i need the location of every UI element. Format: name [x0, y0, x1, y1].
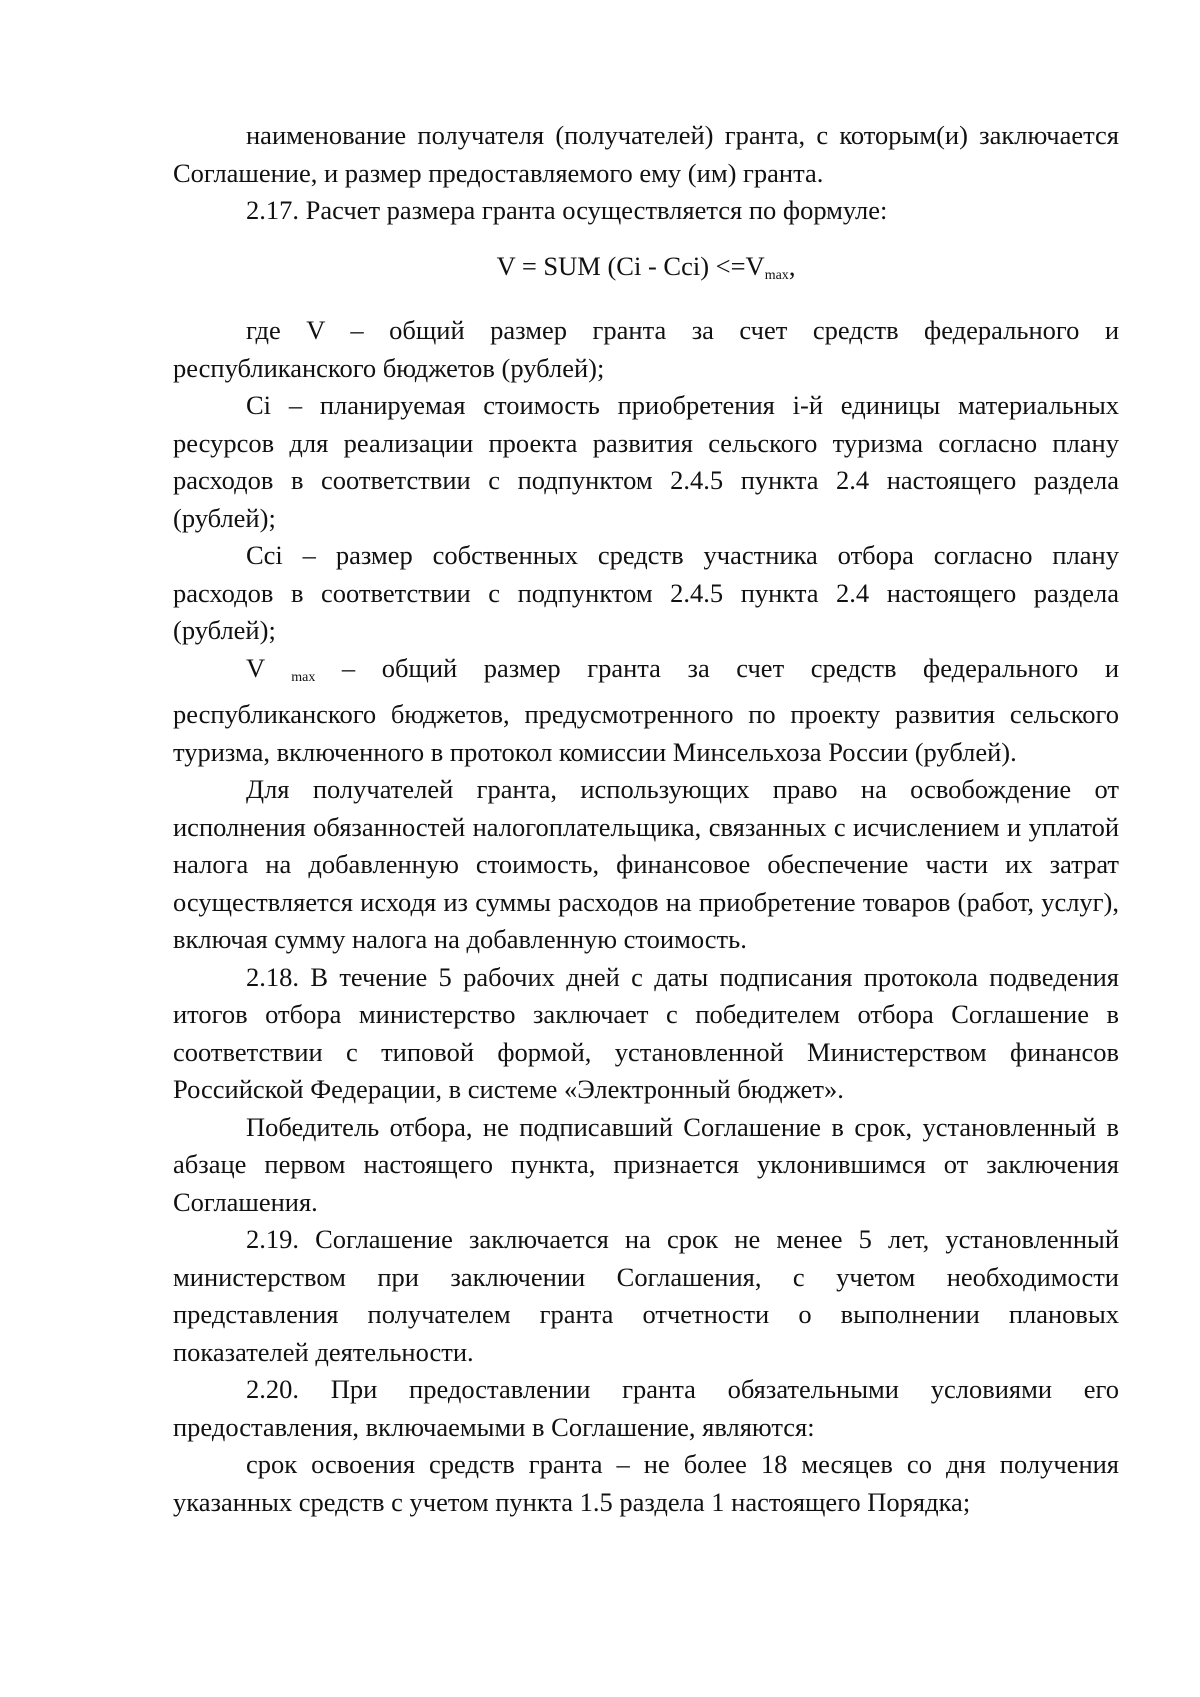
paragraph-2-18 [173, 959, 1119, 1109]
clause-number-2-18: 2.18. [246, 961, 299, 992]
paragraph-2-17: 2.17. Расчет размера гранта осуществляется по формуле: [246, 195, 888, 225]
vmax-subscript: max [291, 669, 316, 685]
paragraph-recipient-name: наименование получателя (получателей) гранта, с которым(и) заключается Соглашение, и размер предоставляемого ему (им) гранта. [173, 120, 1119, 188]
paragraph-definition-v: где V – общий размер гранта за счет средств федерального и республиканского бюджетов (рублей); [173, 315, 1119, 383]
paragraph-definition-cci: Cci – размер собственных средств участника отбора согласно плану расходов в соответствии с подпунктом 2.4.5 пункта 2.4 настоящего раздела (рублей); [173, 540, 1119, 645]
clause-number-2-20: 2.20. [246, 1374, 299, 1404]
vmax-symbol: V [246, 652, 265, 683]
formula-subscript: max [764, 267, 789, 283]
vmax-text: – общий размер гранта за счет средств федерального и республиканского бюджетов, предусмотренного по проекту развития сельского туризма, включенного в протокол комиссии Минсельхоза России (рублей). [173, 652, 1120, 767]
paragraph-definition-vmax [173, 650, 1119, 772]
clause-text-2-18: В течение 5 рабочих дней с даты подписания протокола подведения итогов отбора министерство заключает с победителем отбора Соглашение в соответствии с типовой формой, установленной Министерством финансов Российской Федерации, в системе «Электронный бюджет». [173, 961, 1120, 1104]
paragraph-grant-term: срок освоения средств гранта – не более 18 месяцев со дня получения указанных средств с учетом пункта 1.5 раздела 1 настоящего Порядка; [173, 1449, 1119, 1517]
clause-text-2-19: Соглашение заключается на срок не менее 5 лет, установленный министерством при заключении Соглашения, с учетом необходимости представления получателем гранта отчетности о выполнении плановых показателей деятельности. [173, 1224, 1119, 1367]
paragraph-2-20 [173, 1371, 1119, 1446]
paragraph-definition-ci: Ci – планируемая стоимость приобретения i-й единицы материальных ресурсов для реализации проекта развития сельского туризма согласно плану расходов в соответствии с подпунктом 2.4.5 пункта 2.4 настоящего раздела (рублей); [173, 390, 1119, 533]
paragraph-vat-exemption: Для получателей гранта, использующих право на освобождение от исполнения обязанностей налогоплательщика, связанных с исчислением и уплатой налога на добавленную стоимость, финансовое обеспечение части их затрат осуществляется исходя из суммы расходов на приобретение товаров (работ, услуг), включая сумму налога на добавленную стоимость. [173, 774, 1119, 954]
clause-text-2-20: При предоставлении гранта обязательными условиями его предоставления, включаемыми в Соглашение, являются: [173, 1374, 1119, 1442]
document-page [173, 117, 1119, 1521]
grant-formula [173, 248, 1119, 295]
formula-tail: , [788, 250, 796, 281]
paragraph-2-19 [173, 1221, 1119, 1371]
clause-number-2-19: 2.19. [246, 1224, 299, 1254]
paragraph-winner-refusal: Победитель отбора, не подписавший Соглашение в срок, установленный в абзаце первом настоящего пункта, признается уклонившимся от заключения Соглашения. [173, 1111, 1119, 1217]
formula-main: V = SUM (Ci - Cci) <=V [496, 250, 765, 281]
